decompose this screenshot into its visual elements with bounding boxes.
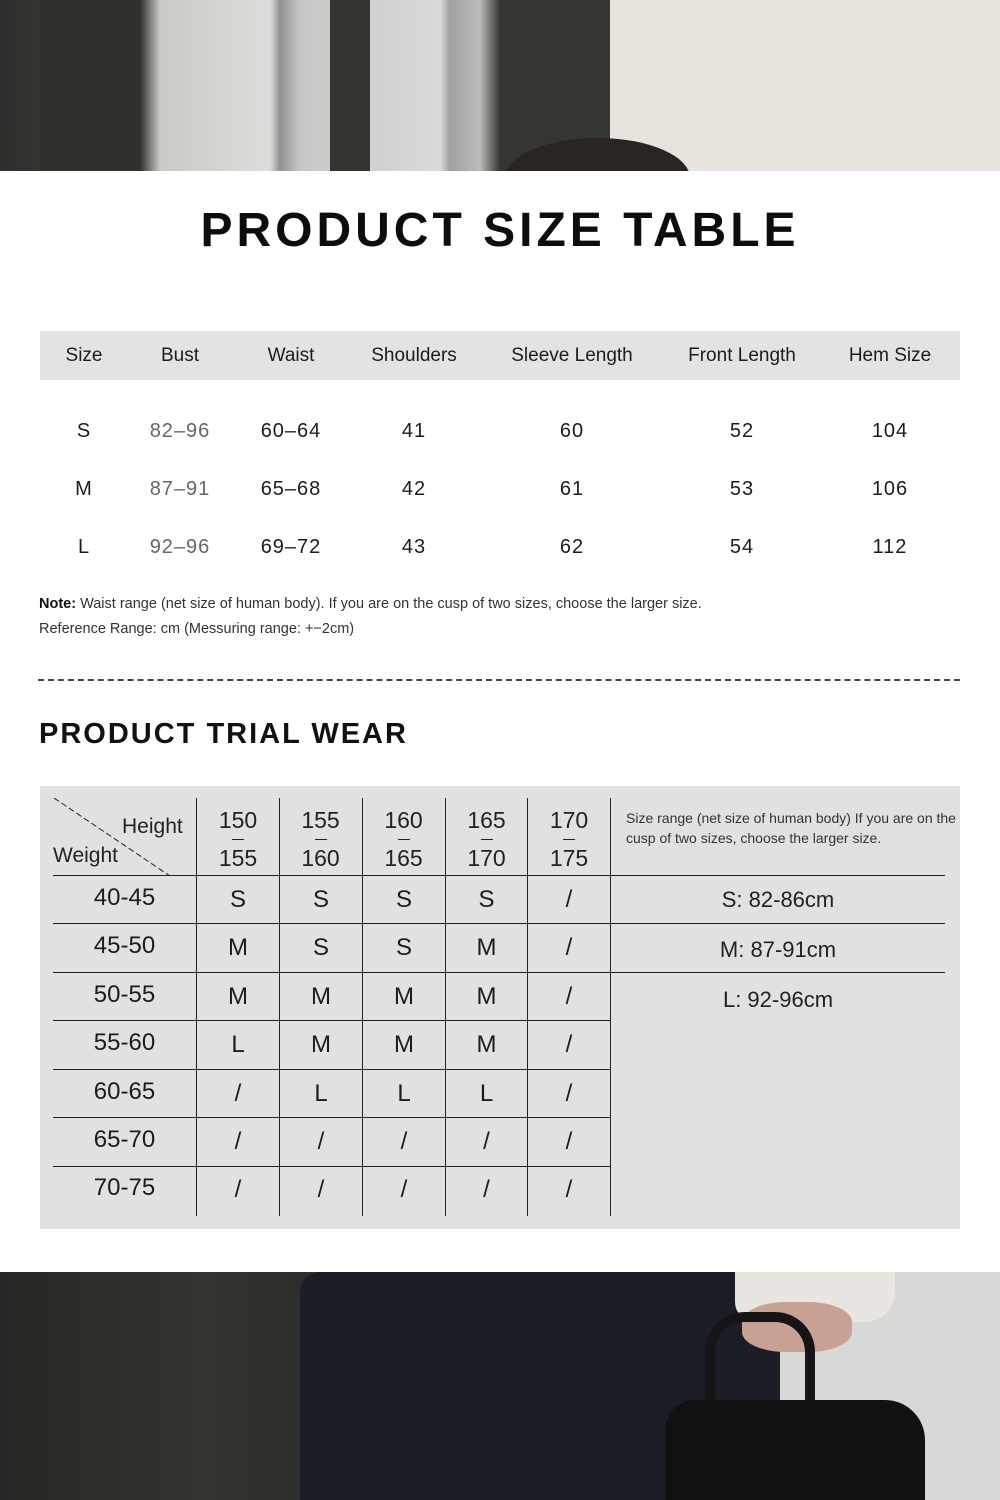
- bottom-product-photo: [0, 1272, 1000, 1500]
- height-range: 150 155: [218, 807, 258, 871]
- col-waist: Waist: [267, 345, 315, 366]
- col-front-length: Front Length: [688, 345, 796, 366]
- size-cell: /: [317, 1176, 325, 1204]
- page-title: PRODUCT SIZE TABLE: [200, 204, 800, 257]
- size-cell: L: [479, 1079, 494, 1107]
- size-cell: S: [395, 934, 412, 962]
- size-cell: /: [234, 1079, 242, 1107]
- col-shoulders: Shoulders: [371, 345, 457, 366]
- height-range: 170 175: [549, 807, 589, 871]
- trial-wear-table: [40, 786, 960, 1229]
- col-bust: Bust: [160, 345, 200, 366]
- size-cell: M: [311, 982, 331, 1010]
- size-cell: /: [234, 1128, 242, 1155]
- size-cell: /: [565, 1079, 573, 1107]
- height-range: 160 165: [384, 807, 423, 871]
- size-cell: S: [478, 886, 495, 913]
- weight-range: 70-75: [93, 1174, 156, 1202]
- table-row: L 92–96 69–72 43 62 54 112: [77, 536, 908, 558]
- size-cell: /: [565, 886, 573, 913]
- col-sleeve-length: Sleeve Length: [511, 345, 633, 366]
- size-cell: S: [312, 886, 329, 913]
- size-cell: L: [231, 1031, 245, 1059]
- height-range: 165 170: [467, 807, 506, 871]
- size-cell: L: [397, 1079, 411, 1107]
- size-cell: /: [565, 982, 573, 1010]
- trial-title: PRODUCT TRIAL WEAR: [39, 718, 408, 750]
- dashed-divider: [38, 679, 960, 681]
- size-range-note: Size range (net size of human body) If you are on the cusp of two sizes, choose the larger size.: [626, 810, 956, 846]
- size-cell: M: [476, 982, 497, 1010]
- size-cell: M: [228, 934, 248, 962]
- size-cell: /: [400, 1176, 408, 1204]
- range-l: L: 92-96cm: [722, 987, 834, 1012]
- weight-range: 60-65: [93, 1077, 156, 1105]
- reference-note: Reference Range: cm (Messuring range: +−2cm): [39, 621, 355, 637]
- size-cell: M: [228, 982, 248, 1010]
- size-cell: M: [394, 982, 414, 1010]
- size-cell: /: [565, 1176, 573, 1204]
- size-cell: L: [314, 1079, 328, 1107]
- range-m: M: 87-91cm: [719, 937, 837, 962]
- weight-range: 45-50: [93, 932, 156, 960]
- weight-range: 55-60: [93, 1029, 156, 1057]
- size-cell: /: [565, 934, 573, 962]
- size-cell: /: [483, 1128, 490, 1155]
- size-table-header: [40, 331, 960, 380]
- range-s: S: 82-86cm: [721, 887, 835, 912]
- top-product-photo: [0, 0, 1000, 171]
- size-cell: S: [312, 934, 329, 962]
- height-label: Height: [122, 815, 183, 838]
- size-cell: M: [311, 1031, 331, 1059]
- weight-range: 40-45: [93, 884, 156, 911]
- table-row: M 87–91 65–68 42 61 53 106: [75, 478, 909, 500]
- size-cell: /: [565, 1128, 573, 1155]
- size-note: Note: Waist range (net size of human body). If you are on the cusp of two sizes, choose the larger size.: [39, 596, 702, 612]
- size-cell: S: [395, 886, 412, 913]
- col-size: Size: [65, 345, 103, 366]
- col-hem-size: Hem Size: [848, 345, 932, 366]
- weight-range: 65-70: [93, 1126, 156, 1153]
- size-cell: /: [565, 1031, 573, 1059]
- size-cell: S: [229, 886, 246, 913]
- size-cell: /: [317, 1128, 325, 1155]
- size-cell: /: [234, 1176, 242, 1204]
- size-cell: M: [476, 934, 497, 962]
- height-range: 155 160: [301, 807, 340, 871]
- weight-label: Weight: [53, 844, 118, 867]
- size-cell: M: [476, 1031, 497, 1059]
- size-cell: M: [394, 1031, 414, 1059]
- table-row: S 82–96 60–64 41 60 52 104: [76, 420, 909, 442]
- weight-range: 50-55: [93, 980, 156, 1008]
- size-cell: /: [483, 1176, 490, 1204]
- size-cell: /: [400, 1128, 408, 1155]
